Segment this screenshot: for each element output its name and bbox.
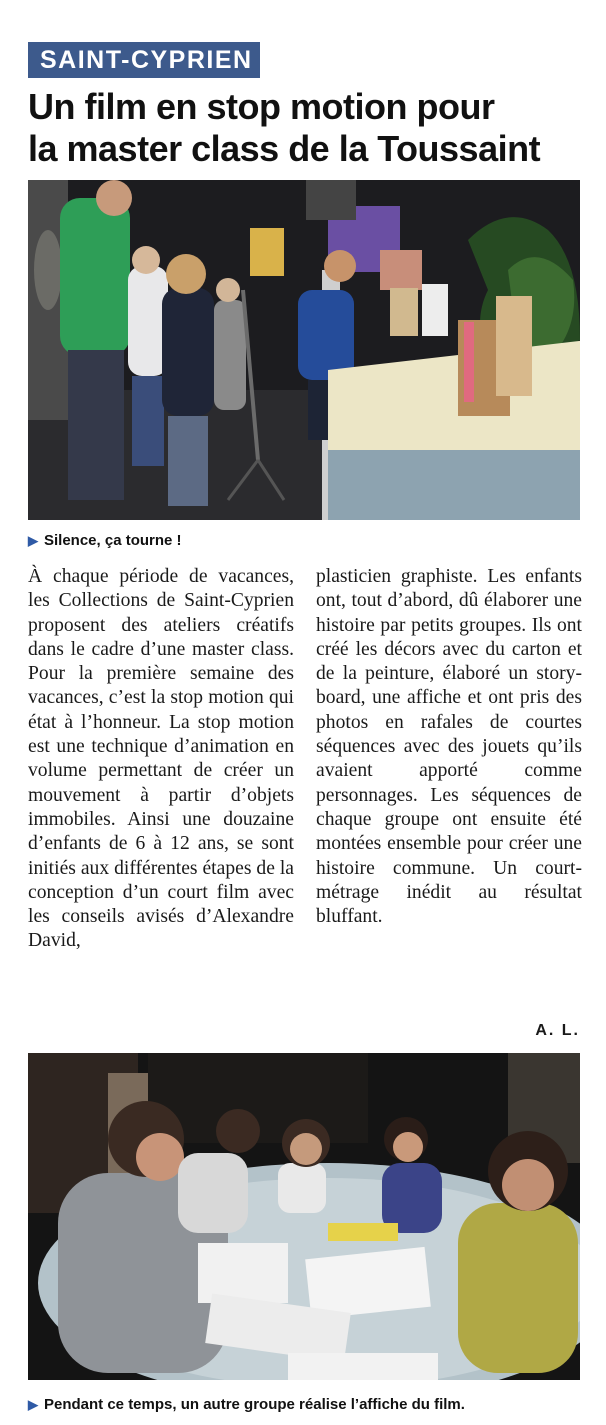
headline-line-2: la master class de la Toussaint: [28, 128, 541, 169]
photo-stop-motion-set: [28, 180, 580, 520]
body-paragraph-2: plasticien graphiste. Les enfants ont, tout d’abord, dû élaborer une histoire par petits groupes. Ils ont créé les décors avec du carton et de la peinture, élaboré un story-board, une affiche et ont pris des photos en rafales de courtes séquences avec des jouets qu’ils avaient apporté comme personnages. Les séquences de chaque groupe ont ensuite été montées ensemble pour créer une histoire commune. Un court-métrage inédit au résultat bluffant.: [316, 566, 582, 928]
section-kicker: SAINT-CYPRIEN: [28, 42, 260, 78]
photo-1-caption-text: Silence, ça tourne !: [44, 532, 182, 549]
headline-line-1: Un film en stop motion pour: [28, 86, 495, 127]
photo-2-caption: [28, 1396, 588, 1413]
headline: [28, 86, 588, 170]
triangle-right-icon: ▶: [28, 532, 38, 548]
body-column-1: [28, 565, 294, 954]
author-signature: A. L.: [535, 1022, 580, 1039]
body-column-2: [316, 565, 582, 929]
body-paragraph-1: À chaque période de vacances, les Collections de Saint-Cyprien proposent des ateliers créatifs dans le cadre d’une master class. Pour la première semaine des vacances, c’est la stop motion qui état à l’honneur. La stop motion est une technique d’animation en volume permettant de créer un mouvement à partir d’objets immobiles. Ainsi une douzaine d’enfants de 6 à 12 ans, se sont initiés aux différentes étapes de la conception d’un court film avec les conseils avisés d’Alexandre David,: [28, 566, 294, 952]
photo-2-caption-text: Pendant ce temps, un autre groupe réalise l’affiche du film.: [44, 1396, 465, 1413]
photo-1-caption: [28, 532, 588, 549]
triangle-right-icon: ▶: [28, 1396, 38, 1412]
photo-poster-workshop: [28, 1053, 580, 1380]
